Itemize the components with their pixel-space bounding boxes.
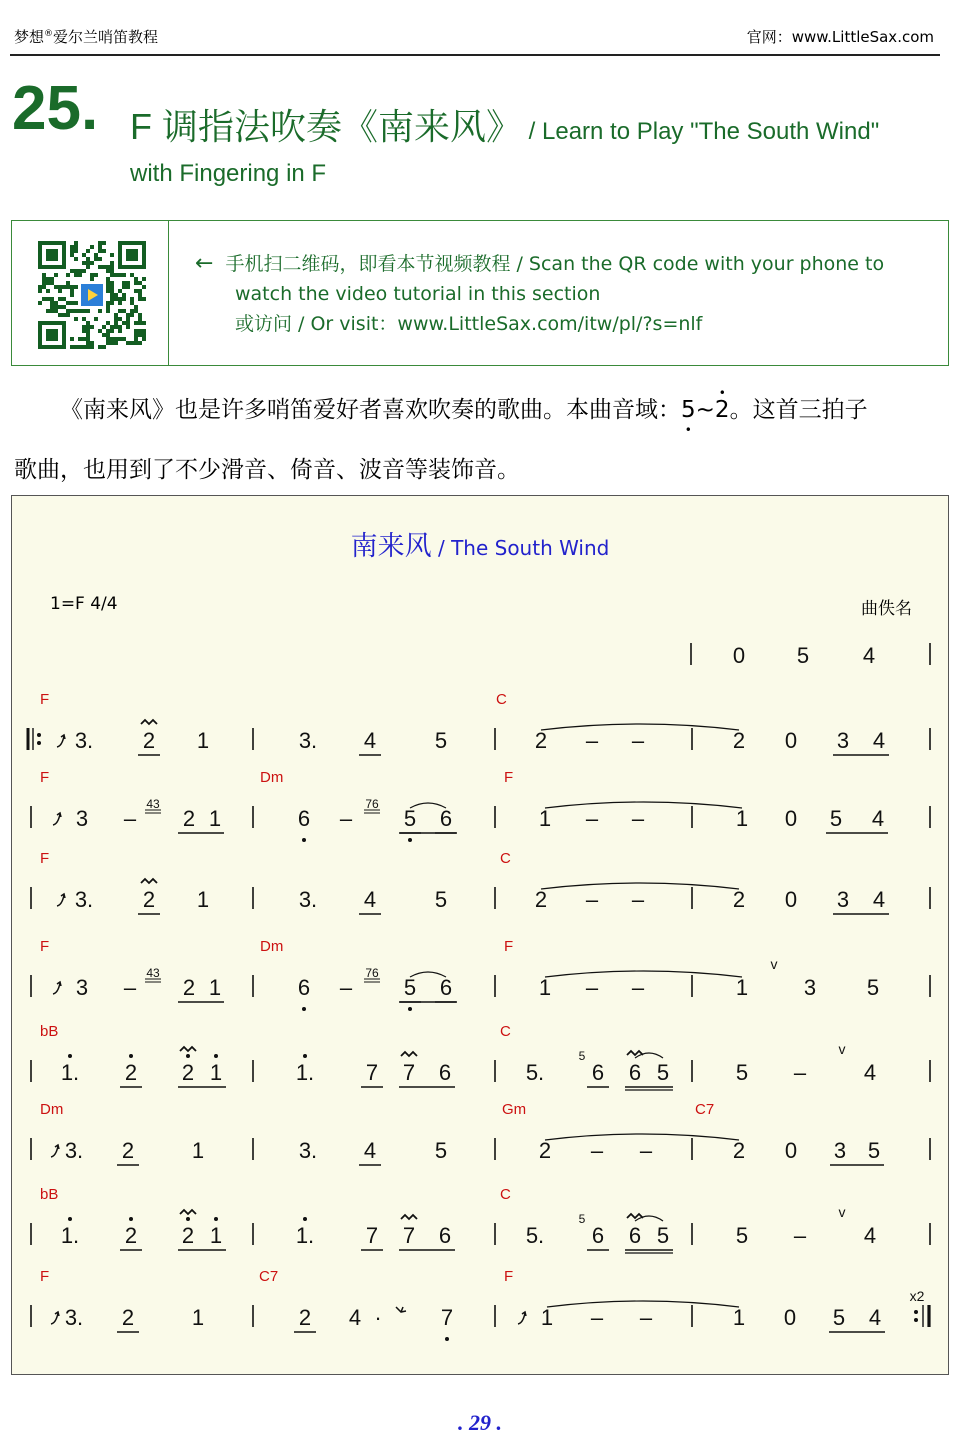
key-signature: 1=F 4/4 xyxy=(50,594,118,614)
note: 4 xyxy=(863,1060,877,1085)
note: 7 xyxy=(402,1223,416,1248)
composer: 曲佚名 xyxy=(861,599,912,619)
note: 2 xyxy=(298,1305,312,1330)
note: – xyxy=(793,1223,807,1248)
note: 5 xyxy=(656,1060,670,1085)
note: 6 xyxy=(628,1223,642,1248)
note: 4 xyxy=(871,806,885,831)
slide-icon xyxy=(57,735,65,747)
range-separator: ~ xyxy=(695,397,715,423)
note: – xyxy=(123,806,137,831)
note: 1 xyxy=(196,728,210,753)
page-number: . 29 . xyxy=(458,1410,502,1435)
note: 5 xyxy=(735,1223,749,1248)
header-website[interactable]: 官网：www.LittleSax.com xyxy=(746,28,934,46)
chord-symbol: C7 xyxy=(259,1268,279,1285)
note: 5 xyxy=(867,1138,881,1163)
note: 3 xyxy=(75,975,89,1000)
note: 2 xyxy=(142,728,156,753)
mordent-icon xyxy=(141,879,157,883)
intro-text-1: 《南来风》也是许多哨笛爱好者喜欢吹奏的歌曲。本曲音域： xyxy=(60,397,681,423)
note: – xyxy=(631,975,645,1000)
chord-symbol: F xyxy=(504,769,514,786)
lesson-title xyxy=(130,99,940,188)
note: 3 xyxy=(75,806,89,831)
arrow-left-icon: ← xyxy=(195,251,214,276)
note: 1. xyxy=(295,1060,315,1085)
mordent-icon xyxy=(401,1052,417,1056)
note: 2 xyxy=(732,887,746,912)
note: 2 xyxy=(538,1138,552,1163)
note-upper-octave-dot xyxy=(186,1217,190,1221)
note: 5 xyxy=(866,975,880,1000)
chord-symbol: F xyxy=(40,850,50,867)
grace-note: 76 xyxy=(365,966,379,980)
note: 3. xyxy=(64,1305,84,1330)
note: 1 xyxy=(540,1305,554,1330)
chord-symbol: F xyxy=(40,938,50,955)
qr-instructions xyxy=(195,249,945,339)
range-low-note: 5 • xyxy=(681,397,696,437)
note: 4 xyxy=(872,728,886,753)
repeat-dot xyxy=(914,1310,918,1314)
note: 5. xyxy=(525,1223,545,1248)
note: 6 xyxy=(438,1223,452,1248)
chord-symbol: Dm xyxy=(260,938,284,955)
chord-symbol: C xyxy=(496,691,507,708)
note: 4 xyxy=(868,1305,882,1330)
note: 2 xyxy=(124,1223,138,1248)
chord-symbol: bB xyxy=(40,1186,59,1203)
note: 5 xyxy=(434,1138,448,1163)
note: – xyxy=(639,1305,653,1330)
note: 5 xyxy=(403,806,417,831)
note: 5 xyxy=(656,1223,670,1248)
note: – xyxy=(339,975,353,1000)
breath-mark: v xyxy=(838,1204,846,1220)
grace-note: 76 xyxy=(365,797,379,811)
note: 5 xyxy=(403,975,417,1000)
chord-symbol: C xyxy=(500,850,511,867)
note: 2 xyxy=(182,975,196,1000)
slide-icon xyxy=(518,1312,526,1324)
repeat-dot xyxy=(914,1318,918,1322)
slide-down-icon xyxy=(396,1307,406,1312)
note: 1 xyxy=(735,975,749,1000)
chord-symbol: F xyxy=(40,1268,50,1285)
grace-note: 5 xyxy=(578,1049,586,1063)
score-sheet xyxy=(11,495,949,1375)
tie-arc xyxy=(635,1053,663,1058)
note-lower-octave-dot xyxy=(302,838,306,842)
note: 6 xyxy=(439,806,453,831)
qr-line-3[interactable]: 或访问 / Or visit：www.LittleSax.com/itw/pl/?s=nlf xyxy=(235,313,703,335)
note: 1 xyxy=(209,1223,223,1248)
header-divider xyxy=(10,54,940,56)
note: 6 xyxy=(438,1060,452,1085)
note: – xyxy=(585,887,599,912)
mordent-icon xyxy=(141,720,157,724)
chord-symbol: F xyxy=(504,1268,514,1285)
qr-panel xyxy=(11,220,949,366)
note: 3 xyxy=(833,1138,847,1163)
note: 1. xyxy=(60,1223,80,1248)
note: 1. xyxy=(60,1060,80,1085)
registered-mark: ® xyxy=(44,29,54,39)
slide-icon xyxy=(57,894,65,906)
note: 1 xyxy=(538,806,552,831)
note: 3 xyxy=(836,887,850,912)
note-upper-octave-dot xyxy=(68,1054,72,1058)
chord-symbol: F xyxy=(40,691,50,708)
chord-symbol: Dm xyxy=(40,1101,64,1118)
note: 3. xyxy=(74,728,94,753)
qr-code-icon[interactable] xyxy=(38,241,146,349)
note: – xyxy=(631,887,645,912)
note: 3. xyxy=(74,887,94,912)
chord-symbol: F xyxy=(504,938,514,955)
note: 1 xyxy=(735,806,749,831)
note-upper-octave-dot xyxy=(214,1054,218,1058)
note: 7 xyxy=(402,1060,416,1085)
note: 4 xyxy=(863,1223,877,1248)
note: 2 xyxy=(142,887,156,912)
note: – xyxy=(793,1060,807,1085)
note: 6 xyxy=(591,1060,605,1085)
note: – xyxy=(639,1138,653,1163)
score-title-en: / The South Wind xyxy=(431,536,610,560)
intro-text-3: 歌曲，也用到了不少滑音、倚音、波音等装饰音。 xyxy=(14,457,520,483)
note: 7 xyxy=(365,1223,379,1248)
note: 7 xyxy=(365,1060,379,1085)
note: 1 xyxy=(538,975,552,1000)
note: 6 xyxy=(591,1223,605,1248)
mordent-icon xyxy=(401,1215,417,1219)
mordent-icon xyxy=(180,1210,196,1214)
note: 3 xyxy=(836,728,850,753)
note: 6 xyxy=(297,806,311,831)
grace-note: 43 xyxy=(146,797,160,811)
note-upper-octave-dot xyxy=(303,1054,307,1058)
note-upper-octave-dot xyxy=(214,1217,218,1221)
note: 1 xyxy=(732,1305,746,1330)
note: 1. xyxy=(295,1223,315,1248)
note-upper-octave-dot xyxy=(186,1054,190,1058)
brand-subtitle: 爱尔兰哨笛教程 xyxy=(53,28,159,46)
score-notation xyxy=(12,496,948,1374)
note: 4 xyxy=(363,728,377,753)
note-upper-octave-dot xyxy=(68,1217,72,1221)
note: 2 xyxy=(732,728,746,753)
note: 2 xyxy=(181,1060,195,1085)
note: 0 xyxy=(784,806,798,831)
note: – xyxy=(590,1138,604,1163)
note: 7 xyxy=(440,1305,454,1330)
qr-line-2: watch the video tutorial in this section xyxy=(235,283,601,305)
slide-icon xyxy=(53,813,61,825)
note: 1 xyxy=(191,1305,205,1330)
repeat-dot xyxy=(37,733,41,737)
brand-name: 梦想 xyxy=(14,28,45,46)
slide-icon xyxy=(53,982,61,994)
note: 1 xyxy=(191,1138,205,1163)
note: 6 xyxy=(628,1060,642,1085)
note: 4 xyxy=(363,1138,377,1163)
note: – xyxy=(585,975,599,1000)
note: 3. xyxy=(298,887,318,912)
note: 3. xyxy=(64,1138,84,1163)
note: 2 xyxy=(534,728,548,753)
note: 5 xyxy=(434,887,448,912)
intro-paragraph xyxy=(14,380,944,500)
mordent-icon xyxy=(180,1047,196,1051)
note: 1 xyxy=(209,1060,223,1085)
note: 0 xyxy=(784,1138,798,1163)
chord-symbol: C xyxy=(500,1023,511,1040)
note: 3 xyxy=(803,975,817,1000)
note: 4 xyxy=(348,1305,362,1330)
note: 5 xyxy=(434,728,448,753)
lesson-title-en: / Learn to Play "The South Wind" xyxy=(522,118,880,145)
note: 4 xyxy=(872,887,886,912)
grace-note: 5 xyxy=(578,1212,586,1226)
note-lower-octave-dot xyxy=(445,1337,449,1341)
note-upper-octave-dot xyxy=(129,1054,133,1058)
note: 6 xyxy=(439,975,453,1000)
note: – xyxy=(339,806,353,831)
chord-symbol: Gm xyxy=(502,1101,527,1118)
intro-text-2: 。这首三拍子 xyxy=(729,397,868,423)
note: 2 xyxy=(121,1305,135,1330)
note: 0 xyxy=(783,1305,797,1330)
slide-icon xyxy=(51,1145,59,1157)
note: 0 xyxy=(784,887,798,912)
tie-arc xyxy=(635,1216,663,1221)
qr-line-1: 手机扫二维码，即看本节视频教程 / Scan the QR code with your phone to xyxy=(225,253,885,275)
range-high-note: 2 • xyxy=(714,386,730,423)
note: – xyxy=(123,975,137,1000)
chord-symbol: F xyxy=(40,769,50,786)
chord-symbol: C xyxy=(500,1186,511,1203)
note: – xyxy=(631,806,645,831)
chord-symbol: bB xyxy=(40,1023,59,1040)
note: 2 xyxy=(182,806,196,831)
note: 2 xyxy=(121,1138,135,1163)
repeat-count: x2 xyxy=(909,1288,925,1304)
note: 0 xyxy=(784,728,798,753)
qr-cell xyxy=(12,221,169,365)
note-upper-octave-dot xyxy=(303,1217,307,1221)
note: 1 xyxy=(208,975,222,1000)
note: 2 xyxy=(124,1060,138,1085)
note-lower-octave-dot xyxy=(408,1007,412,1011)
note: 2 xyxy=(732,1138,746,1163)
note: 5 xyxy=(796,643,810,668)
lesson-title-cn: F 调指法吹奏《南来风》 xyxy=(130,106,522,147)
note-upper-octave-dot xyxy=(129,1217,133,1221)
note: 3. xyxy=(298,728,318,753)
note: – xyxy=(631,728,645,753)
note: 1 xyxy=(196,887,210,912)
note: 3. xyxy=(298,1138,318,1163)
note: – xyxy=(590,1305,604,1330)
lesson-number: 25. xyxy=(12,74,99,143)
note: 5 xyxy=(829,806,843,831)
note-lower-octave-dot xyxy=(408,838,412,842)
note: 2 xyxy=(181,1223,195,1248)
score-title-cn: 南来风 xyxy=(350,531,432,562)
note: 4 xyxy=(862,643,876,668)
note: – xyxy=(585,806,599,831)
note: 5 xyxy=(832,1305,846,1330)
note: 2 xyxy=(534,887,548,912)
breath-mark: v xyxy=(838,1041,846,1057)
note: 5. xyxy=(525,1060,545,1085)
repeat-dot xyxy=(37,741,41,745)
note: – xyxy=(585,728,599,753)
note: 4 xyxy=(363,887,377,912)
grace-note: 43 xyxy=(146,966,160,980)
slide-icon xyxy=(51,1312,59,1324)
breath-mark: v xyxy=(770,956,778,972)
note-lower-octave-dot xyxy=(302,1007,306,1011)
header-brand xyxy=(14,26,158,47)
note: 6 xyxy=(297,975,311,1000)
note: 0 xyxy=(732,643,746,668)
lesson-title-en-2: with Fingering in F xyxy=(130,160,327,187)
chord-symbol: Dm xyxy=(260,769,284,786)
chord-symbol: C7 xyxy=(695,1101,715,1118)
note: · xyxy=(374,1305,382,1330)
note: 1 xyxy=(208,806,222,831)
note: 5 xyxy=(735,1060,749,1085)
